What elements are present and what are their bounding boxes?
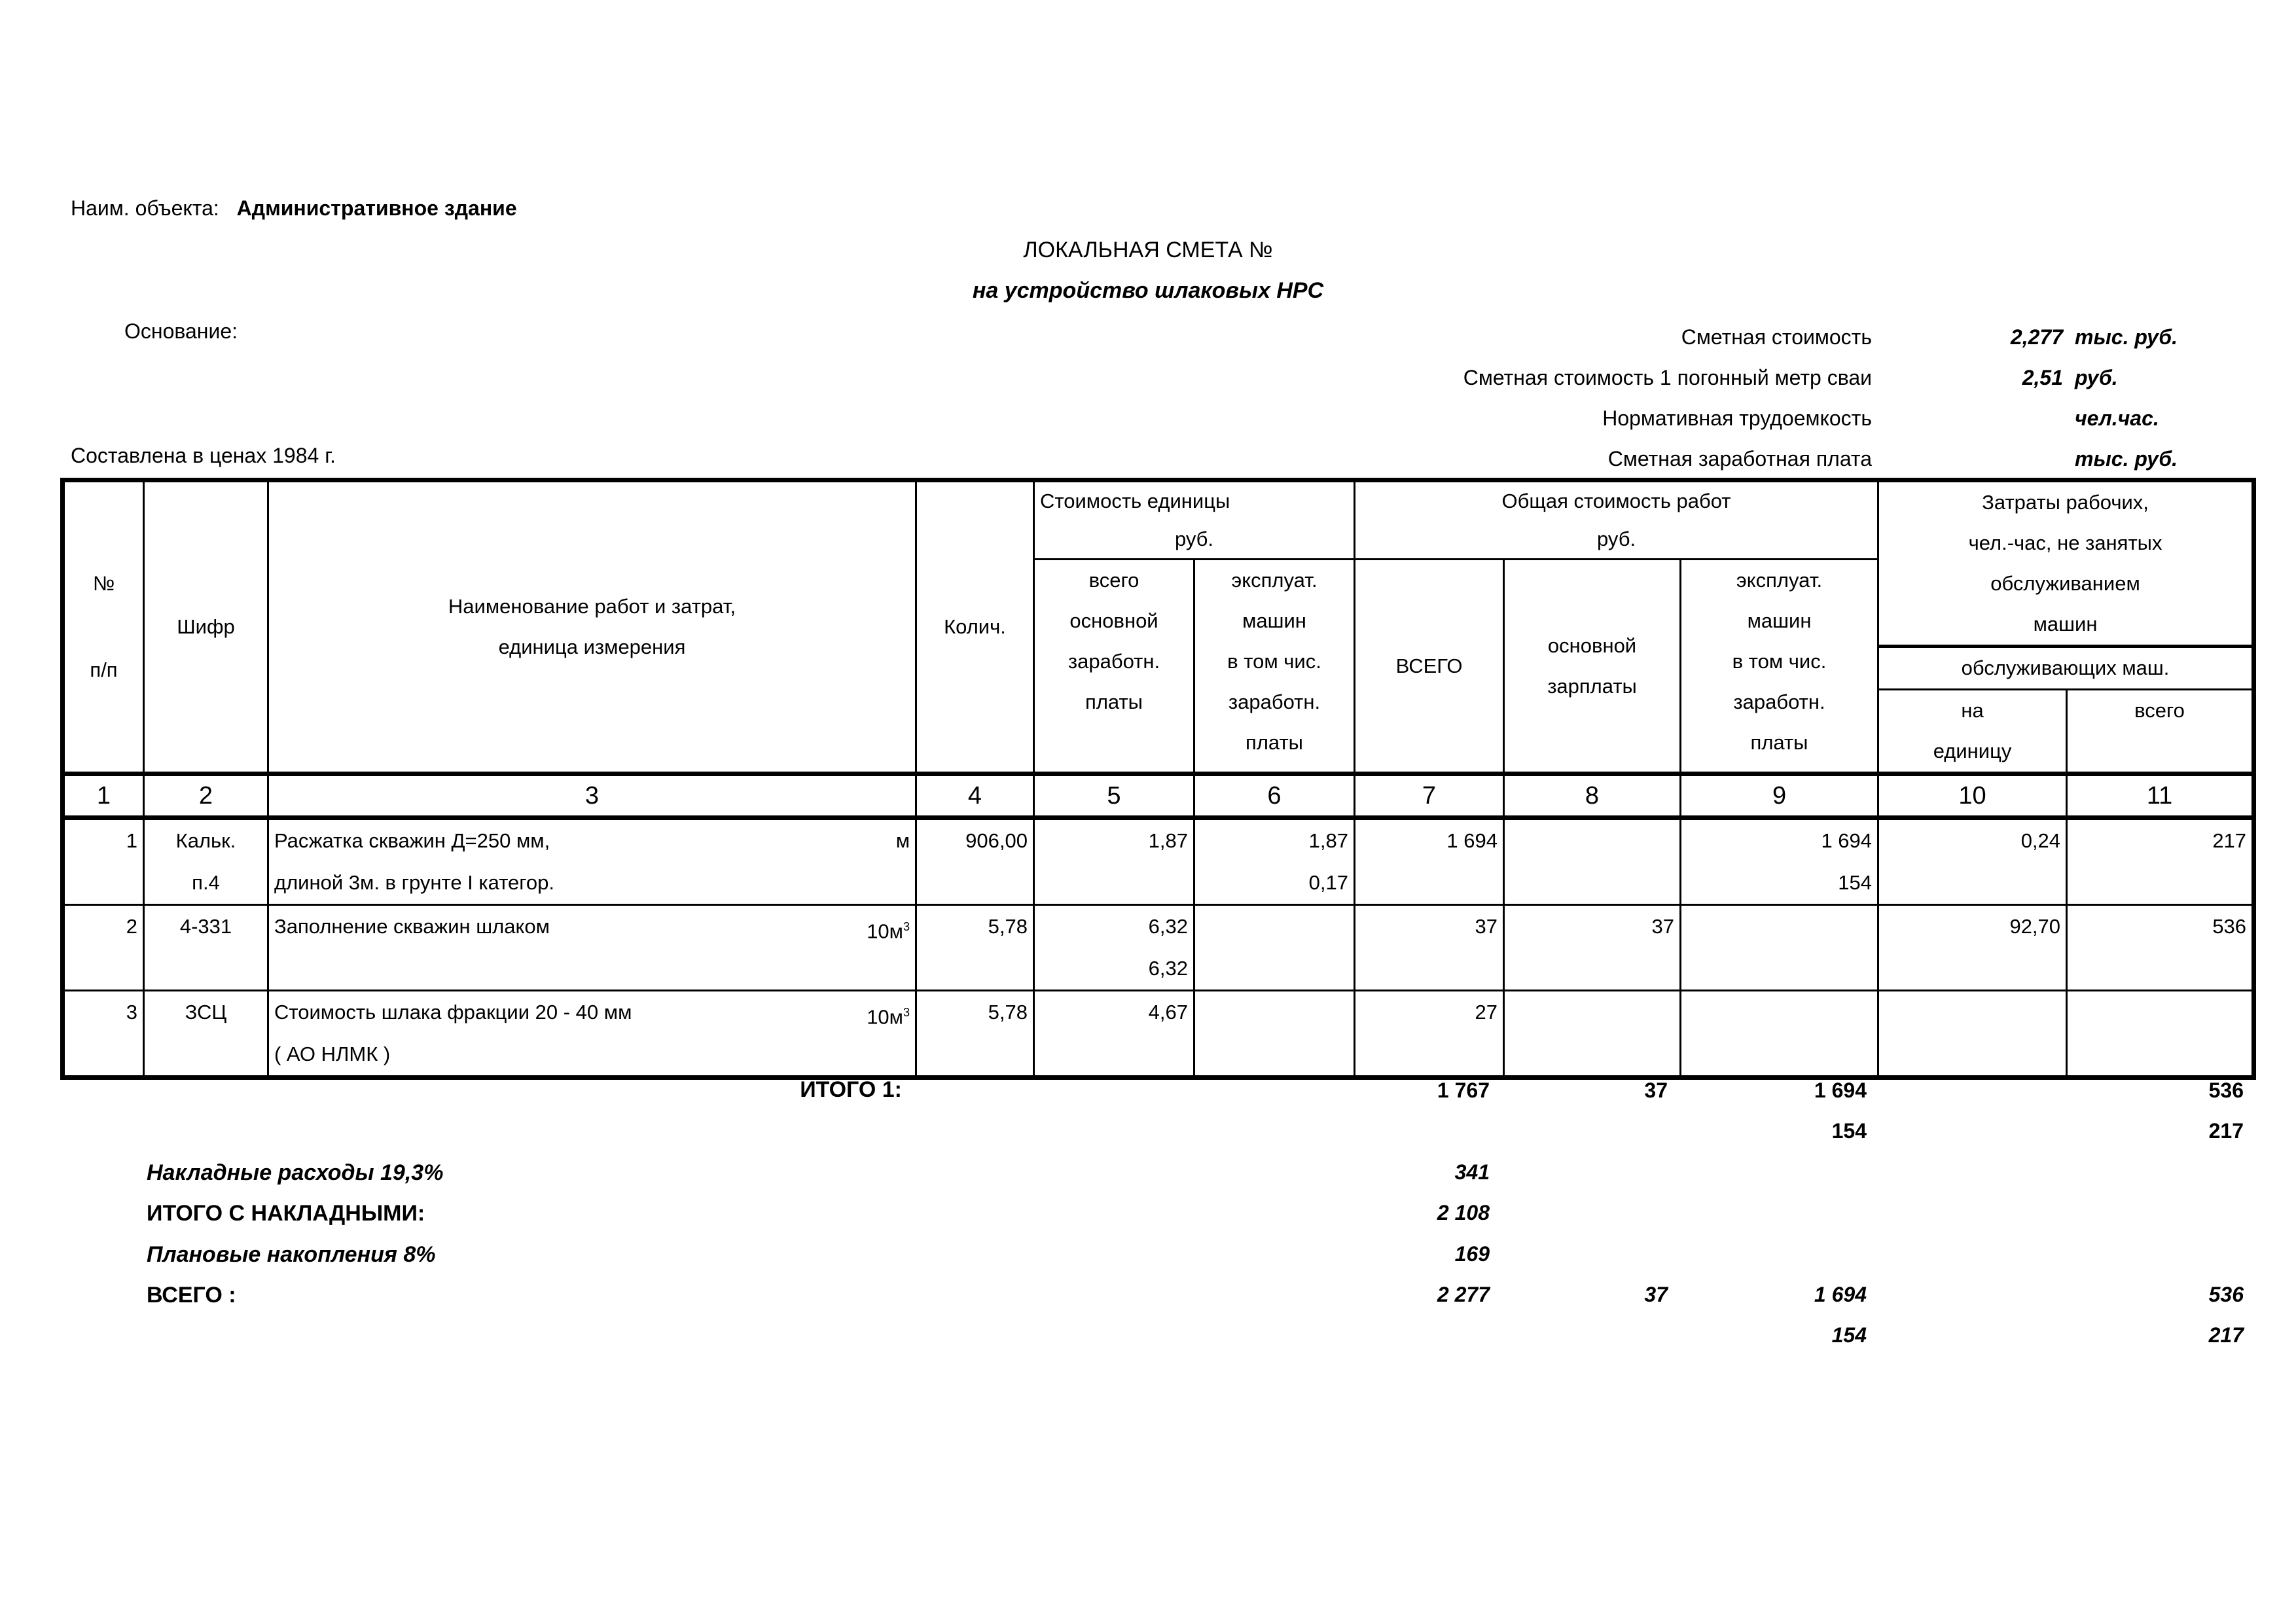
summary-label: Нормативная трудоемкость (1602, 406, 1872, 430)
column-number: 4 (916, 774, 1034, 818)
header-unit-cost: Стоимость единицы руб. (1034, 480, 1355, 560)
with-overhead-c7: 2 108 (1437, 1201, 1490, 1224)
row-code: Кальк. п.4 (144, 818, 268, 905)
row-quantity: 906,00 (916, 818, 1034, 905)
row-code: ЗСЦ (144, 991, 268, 1078)
itogo1-c7: 1 767 (1437, 1079, 1490, 1102)
summary-unit: тыс. руб. (2075, 325, 2178, 349)
basis-label: Основание: (124, 319, 238, 343)
row-c11: 536 (2067, 905, 2254, 991)
row-c5: 4,67 (1034, 991, 1194, 1078)
itogo1-c11: 536 (2208, 1079, 2244, 1102)
column-number: 2 (144, 774, 268, 818)
with-overhead-label: ИТОГО С НАКЛАДНЫМИ: (147, 1201, 425, 1226)
row-c5: 6,32 6,32 (1034, 905, 1194, 991)
header-col7: ВСЕГО (1355, 560, 1504, 774)
vsego-c11b: 217 (2208, 1323, 2244, 1347)
row-c9 (1681, 905, 1878, 991)
row-quantity: 5,78 (916, 991, 1034, 1078)
row-quantity: 5,78 (916, 905, 1034, 991)
planned-label: Плановые накопления 8% (147, 1242, 436, 1267)
summary-unit: руб. (2075, 366, 2118, 389)
table-row (63, 818, 2254, 905)
column-number: 9 (1681, 774, 1878, 818)
vsego-c8: 37 (1644, 1283, 1668, 1306)
itogo1-c8: 37 (1644, 1079, 1668, 1102)
header-code: Шифр (144, 480, 268, 774)
row-c8 (1504, 991, 1681, 1078)
header-number: № п/п (63, 480, 144, 774)
itogo1-c11b: 217 (2208, 1119, 2244, 1143)
vsego-c9b: 154 (1831, 1323, 1867, 1347)
row-c5: 1,87 (1034, 818, 1194, 905)
row-c7: 27 (1355, 991, 1504, 1078)
summary-label: Сметная заработная плата (1607, 447, 1872, 471)
row-c10: 92,70 (1878, 905, 2067, 991)
estimate-table (60, 478, 2256, 1080)
row-c7: 37 (1355, 905, 1504, 991)
row-number: 1 (63, 818, 144, 905)
row-work-name: $10м^3$ Заполнение скважин шлаком (268, 905, 916, 991)
row-c7: 1 694 (1355, 818, 1504, 905)
column-number: 6 (1194, 774, 1355, 818)
header-labor: Затраты рабочих, чел.-час, не занятых обслуживанием машин (1878, 480, 2254, 647)
row-work-name: $10м^3$ Стоимость шлака фракции 20 - 40 мм ( АО НЛМК ) (268, 991, 916, 1078)
header-col6: эксплуат. машин в том чис. заработн. платы (1194, 560, 1355, 774)
header-labor-sub: обслуживающих маш. (1878, 647, 2254, 690)
row-c8: 37 (1504, 905, 1681, 991)
column-number: 7 (1355, 774, 1504, 818)
column-number: 5 (1034, 774, 1194, 818)
header-col11: всего (2067, 690, 2254, 774)
column-number: 8 (1504, 774, 1681, 818)
header-col9: эксплуат. машин в том чис. заработн. платы (1681, 560, 1878, 774)
column-number: 11 (2067, 774, 2254, 818)
document-subtitle: на устройство шлаковых НРС (972, 278, 1324, 303)
table-row (63, 991, 2254, 1078)
row-c11: 217 (2067, 818, 2254, 905)
summary-unit: чел.час. (2075, 406, 2159, 430)
row-number: 3 (63, 991, 144, 1078)
row-c6: 1,87 0,17 (1194, 818, 1355, 905)
header-quantity: Колич. (916, 480, 1034, 774)
row-c10: 0,24 (1878, 818, 2067, 905)
itogo1-c9: 1 694 (1814, 1079, 1867, 1102)
document-title: ЛОКАЛЬНАЯ СМЕТА № (1023, 238, 1273, 262)
vsego-label: ВСЕГО : (147, 1283, 236, 1308)
row-c6 (1194, 991, 1355, 1078)
prices-note: Составлена в ценах 1984 г. (71, 444, 336, 467)
row-c9: 1 694 154 (1681, 818, 1878, 905)
row-c10 (1878, 991, 2067, 1078)
object-value: Административное здание (236, 196, 517, 220)
row-work-name: м Расжатка скважин Д=250 мм, длиной 3м. в грунте I категор. (268, 818, 916, 905)
summary-label: Сметная стоимость (1681, 325, 1872, 349)
header-work-name: Наименование работ и затрат, единица измерения (268, 480, 916, 774)
summary-value: 2,277 (2010, 325, 2063, 349)
vsego-c11: 536 (2208, 1283, 2244, 1306)
header-total-cost: Общая стоимость работ руб. (1355, 480, 1878, 560)
itogo1-c9b: 154 (1831, 1119, 1867, 1143)
summary-value: 2,51 (2022, 366, 2063, 389)
planned-c7: 169 (1454, 1242, 1490, 1266)
summary-label: Сметная стоимость 1 погонный метр сваи (1463, 366, 1872, 389)
table-row (63, 905, 2254, 991)
row-c6 (1194, 905, 1355, 991)
overhead-c7: 341 (1454, 1160, 1490, 1184)
row-number: 2 (63, 905, 144, 991)
summary-unit: тыс. руб. (2075, 447, 2178, 471)
header-col8: основной зарплаты (1504, 560, 1681, 774)
header-col5: всего основной заработн. платы (1034, 560, 1194, 774)
row-code: 4-331 (144, 905, 268, 991)
column-number: 3 (268, 774, 916, 818)
vsego-c7: 2 277 (1437, 1283, 1490, 1306)
column-numbers-row (63, 774, 2254, 818)
itogo1-label: ИТОГО 1: (800, 1077, 902, 1102)
header-col10: на единицу (1878, 690, 2067, 774)
column-number: 10 (1878, 774, 2067, 818)
column-number: 1 (63, 774, 144, 818)
object-label: Наим. объекта: (71, 196, 219, 220)
row-c8 (1504, 818, 1681, 905)
vsego-c9: 1 694 (1814, 1283, 1867, 1306)
object-line (71, 196, 517, 221)
row-c11 (2067, 991, 2254, 1078)
row-c9 (1681, 991, 1878, 1078)
overhead-label: Накладные расходы 19,3% (147, 1160, 444, 1185)
